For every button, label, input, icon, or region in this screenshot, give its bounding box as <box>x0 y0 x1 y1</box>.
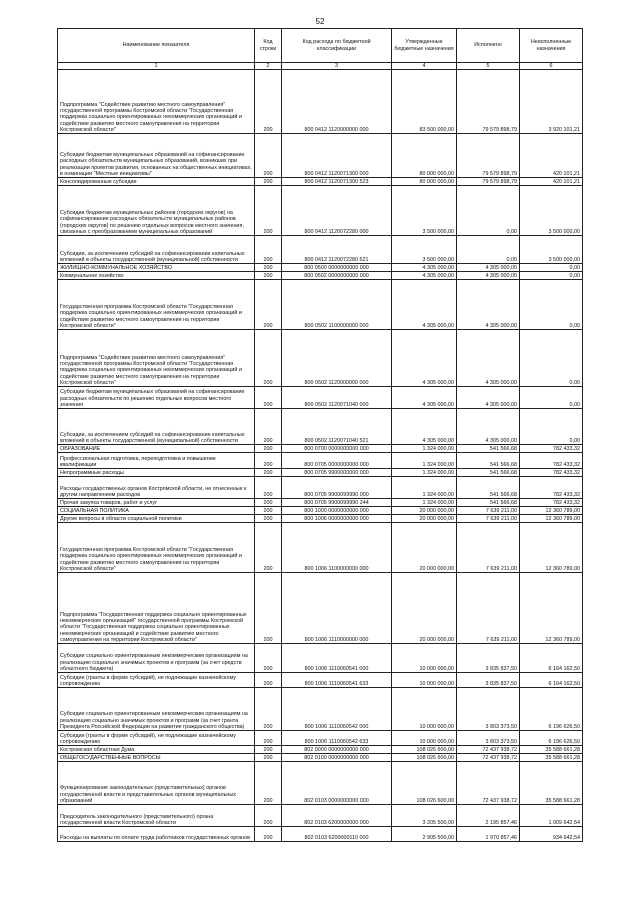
cell-executed: 4 305 000,00 <box>457 272 520 280</box>
cell-line: 200 <box>255 523 282 573</box>
cell-unexecuted: 12 360 789,00 <box>520 515 583 523</box>
cell-name: Государственная программа Костромской области "Государственная поддержка социально ориентированных некоммерческих организаций и содействие развитию местного самоуправления на территории Костромской области" <box>58 523 255 573</box>
cell-code: 800 1006 1110000000 000 <box>282 573 392 644</box>
cell-line: 200 <box>255 644 282 673</box>
cell-unexecuted: 35 588 661,28 <box>520 754 583 762</box>
cell-code: 800 0412 1120072280 000 <box>282 186 392 236</box>
cell-approved: 4 305 000,00 <box>392 272 457 280</box>
cell-executed: 0,00 <box>457 186 520 236</box>
cell-unexecuted: 0,00 <box>520 387 583 409</box>
table-row <box>58 688 583 731</box>
column-index: 4 <box>392 63 457 70</box>
cell-line: 200 <box>255 134 282 178</box>
cell-approved: 83 500 000,00 <box>392 70 457 134</box>
table-row <box>58 330 583 387</box>
cell-approved: 1 324 000,00 <box>392 445 457 453</box>
header-executed: Исполнено <box>457 29 520 63</box>
cell-code: 800 0705 9900099990 244 <box>282 499 392 507</box>
cell-approved: 1 324 000,00 <box>392 469 457 477</box>
cell-line: 200 <box>255 178 282 186</box>
cell-line: 200 <box>255 236 282 264</box>
cell-code: 800 0705 9900099990 000 <box>282 477 392 499</box>
cell-line: 200 <box>255 186 282 236</box>
cell-line: 200 <box>255 272 282 280</box>
cell-unexecuted: 12 360 789,00 <box>520 507 583 515</box>
cell-name: Субсидии (гранты в форме субсидий), не подлежащие казначейскому сопровождению <box>58 731 255 746</box>
cell-line: 200 <box>255 673 282 688</box>
cell-approved: 3 500 000,00 <box>392 186 457 236</box>
table-row <box>58 70 583 134</box>
column-index: 3 <box>282 63 392 70</box>
cell-approved: 4 305 000,00 <box>392 280 457 330</box>
cell-approved: 10 000 000,00 <box>392 644 457 673</box>
cell-line: 200 <box>255 805 282 827</box>
table-row <box>58 477 583 499</box>
cell-unexecuted: 420 101,21 <box>520 178 583 186</box>
cell-unexecuted: 3 500 000,00 <box>520 186 583 236</box>
cell-code: 800 0705 0000000000 000 <box>282 453 392 469</box>
header-name: Наименование показателя <box>58 29 255 63</box>
table-row <box>58 523 583 573</box>
cell-unexecuted: 782 433,32 <box>520 477 583 499</box>
cell-code: 800 0412 1120072280 521 <box>282 236 392 264</box>
cell-line: 200 <box>255 264 282 272</box>
cell-line: 200 <box>255 477 282 499</box>
cell-unexecuted: 12 360 789,00 <box>520 523 583 573</box>
cell-approved: 3 500 000,00 <box>392 236 457 264</box>
table-row <box>58 507 583 515</box>
cell-approved: 10 000 000,00 <box>392 688 457 731</box>
table-row <box>58 236 583 264</box>
cell-code: 800 0502 0000000000 000 <box>282 272 392 280</box>
table-row <box>58 134 583 178</box>
header-approved: Утвержденные бюджетные назначения <box>392 29 457 63</box>
table-row <box>58 280 583 330</box>
cell-executed: 2 195 857,46 <box>457 805 520 827</box>
cell-code: 802 0100 0000000000 000 <box>282 754 392 762</box>
cell-name: Костромская областная Дума <box>58 746 255 754</box>
cell-approved: 20 000 000,00 <box>392 523 457 573</box>
cell-approved: 1 324 000,00 <box>392 477 457 499</box>
cell-executed: 3 803 373,50 <box>457 731 520 746</box>
cell-approved: 108 026 600,00 <box>392 754 457 762</box>
cell-unexecuted: 6 164 162,50 <box>520 673 583 688</box>
cell-name: Субсидии бюджетам муниципальных образований на софинансирование расходных обязательств по решению отдельных вопросов местного значения <box>58 387 255 409</box>
header-unexecuted: Неисполненные назначения <box>520 29 583 63</box>
header-line: Код строки <box>255 29 282 63</box>
cell-unexecuted: 934 642,54 <box>520 827 583 842</box>
cell-executed: 79 579 898,79 <box>457 178 520 186</box>
cell-unexecuted: 1 009 642,54 <box>520 805 583 827</box>
table-row <box>58 264 583 272</box>
cell-approved: 3 205 500,00 <box>392 805 457 827</box>
cell-executed: 3 803 373,50 <box>457 688 520 731</box>
cell-executed: 541 566,68 <box>457 445 520 453</box>
table-row <box>58 186 583 236</box>
table-body <box>58 70 583 842</box>
table-row <box>58 762 583 805</box>
column-index: 5 <box>457 63 520 70</box>
table-row <box>58 827 583 842</box>
cell-executed: 72 437 938,72 <box>457 746 520 754</box>
cell-unexecuted: 420 101,21 <box>520 134 583 178</box>
column-index: 6 <box>520 63 583 70</box>
cell-code: 802 0103 6200000110 000 <box>282 827 392 842</box>
cell-code: 800 1006 1100000000 000 <box>282 523 392 573</box>
cell-approved: 1 324 000,00 <box>392 499 457 507</box>
cell-unexecuted: 0,00 <box>520 272 583 280</box>
cell-unexecuted: 0,00 <box>520 409 583 445</box>
cell-name: Субсидии (гранты в форме субсидий), не подлежащие казначейскому сопровождению <box>58 673 255 688</box>
table-row <box>58 499 583 507</box>
cell-unexecuted: 0,00 <box>520 330 583 387</box>
cell-executed: 3 835 837,50 <box>457 673 520 688</box>
cell-approved: 20 000 000,00 <box>392 507 457 515</box>
expenditure-table <box>57 28 583 842</box>
cell-executed: 4 305 000,00 <box>457 409 520 445</box>
cell-executed: 541 566,68 <box>457 477 520 499</box>
cell-line: 200 <box>255 688 282 731</box>
cell-name: Консолидированные субсидии <box>58 178 255 186</box>
cell-executed: 4 305 000,00 <box>457 330 520 387</box>
page-number: 52 <box>315 17 325 26</box>
cell-name: Профессиональная подготовка, переподготовка и повышение квалификации <box>58 453 255 469</box>
cell-line: 200 <box>255 330 282 387</box>
cell-unexecuted: 0,00 <box>520 280 583 330</box>
cell-approved: 4 305 000,00 <box>392 330 457 387</box>
cell-name: Субсидии бюджетам муниципальных образований на софинансирование расходных обязательств муниципальных образований, возникших при реализации проектов развития, основанных на общественных инициативах, в номинации "Местные инициативы" <box>58 134 255 178</box>
cell-approved: 4 305 000,00 <box>392 387 457 409</box>
cell-code: 800 1006 1110060542 633 <box>282 731 392 746</box>
cell-approved: 80 000 000,00 <box>392 178 457 186</box>
cell-line: 200 <box>255 499 282 507</box>
cell-name: ЖИЛИЩНО-КОММУНАЛЬНОЕ ХОЗЯЙСТВО <box>58 264 255 272</box>
cell-executed: 541 566,68 <box>457 469 520 477</box>
cell-line: 200 <box>255 445 282 453</box>
cell-executed: 4 305 000,00 <box>457 280 520 330</box>
cell-line: 200 <box>255 746 282 754</box>
table-row <box>58 272 583 280</box>
cell-name: Подпрограмма "Государственная поддержка социально ориентированных некоммерческих организаций" государственной программы Костромской области "Государственная поддержка социально ориентированных некоммерческих организаций и содействие развитию местного самоуправления на территории Костромской области" <box>58 573 255 644</box>
cell-name: Подпрограмма "Содействие развитию местного самоуправления" государственной программы Костромской области "Государственная поддержка социально ориентированных некоммерческих организаций и содействие развитию местного самоуправления на территории Костромской области" <box>58 70 255 134</box>
cell-approved: 10 000 000,00 <box>392 731 457 746</box>
cell-name: Коммунальное хозяйство <box>58 272 255 280</box>
table-row <box>58 387 583 409</box>
table-row <box>58 805 583 827</box>
cell-line: 200 <box>255 754 282 762</box>
cell-approved: 10 000 000,00 <box>392 673 457 688</box>
cell-line: 200 <box>255 507 282 515</box>
cell-name: Субсидии, за исключением субсидий на софинансирование капитальных вложений в объекты государственной (муниципальной) собственности <box>58 409 255 445</box>
cell-code: 802 0103 6200000000 000 <box>282 805 392 827</box>
cell-line: 200 <box>255 280 282 330</box>
cell-line: 200 <box>255 762 282 805</box>
header-code: Код расхода по бюджетной классификации <box>282 29 392 63</box>
cell-name: Субсидии социально ориентированным некоммерческим организациям на реализацию социально значимых проектов и программ (за счет средств областного бюджета) <box>58 644 255 673</box>
cell-executed: 7 639 211,00 <box>457 515 520 523</box>
table-row <box>58 445 583 453</box>
cell-name: ОБРАЗОВАНИЕ <box>58 445 255 453</box>
cell-name: Государственная программа Костромской области "Государственная поддержка социально ориентированных некоммерческих организаций и содействие развитию местного самоуправления на территории Костромской области" <box>58 280 255 330</box>
cell-line: 200 <box>255 469 282 477</box>
cell-name: Непрограммные расходы <box>58 469 255 477</box>
cell-name: Расходы на выплаты по оплате труда работников государственных органов <box>58 827 255 842</box>
cell-executed: 7 639 211,00 <box>457 573 520 644</box>
cell-line: 200 <box>255 573 282 644</box>
cell-code: 800 1006 0000000000 000 <box>282 515 392 523</box>
column-index: 2 <box>255 63 282 70</box>
cell-unexecuted: 782 433,32 <box>520 499 583 507</box>
cell-code: 800 0502 1120071040 000 <box>282 387 392 409</box>
cell-executed: 72 437 938,72 <box>457 762 520 805</box>
cell-unexecuted: 35 588 661,28 <box>520 762 583 805</box>
cell-code: 800 1006 1110060541 633 <box>282 673 392 688</box>
cell-code: 800 1000 0000000000 000 <box>282 507 392 515</box>
table-row <box>58 673 583 688</box>
cell-line: 200 <box>255 515 282 523</box>
cell-line: 200 <box>255 827 282 842</box>
cell-executed: 4 305 000,00 <box>457 264 520 272</box>
cell-name: СОЦИАЛЬНАЯ ПОЛИТИКА <box>58 507 255 515</box>
table-row <box>58 469 583 477</box>
cell-approved: 108 026 600,00 <box>392 746 457 754</box>
cell-unexecuted: 782 433,32 <box>520 453 583 469</box>
cell-code: 800 0412 1120071300 000 <box>282 134 392 178</box>
column-index: 1 <box>58 63 255 70</box>
cell-approved: 20 000 000,00 <box>392 573 457 644</box>
cell-code: 800 0502 1100000000 000 <box>282 280 392 330</box>
table-row <box>58 573 583 644</box>
table-row <box>58 409 583 445</box>
table-row <box>58 453 583 469</box>
cell-code: 800 0502 1120071040 521 <box>282 409 392 445</box>
cell-unexecuted: 6 196 626,50 <box>520 688 583 731</box>
cell-approved: 4 305 000,00 <box>392 409 457 445</box>
cell-executed: 7 639 211,00 <box>457 523 520 573</box>
cell-name: Прочая закупка товаров, работ и услуг <box>58 499 255 507</box>
cell-line: 200 <box>255 70 282 134</box>
table-row <box>58 746 583 754</box>
table-row <box>58 754 583 762</box>
cell-code: 802 0000 0000000000 000 <box>282 746 392 754</box>
cell-name: Субсидии, за исключением субсидий на софинансирование капитальных вложений в объекты государственной (муниципальной) собственности <box>58 236 255 264</box>
cell-executed: 541 566,68 <box>457 499 520 507</box>
cell-unexecuted: 3 500 000,00 <box>520 236 583 264</box>
column-index-row <box>58 63 583 70</box>
cell-line: 200 <box>255 387 282 409</box>
cell-approved: 2 905 500,00 <box>392 827 457 842</box>
cell-name: ОБЩЕГОСУДАРСТВЕННЫЕ ВОПРОСЫ <box>58 754 255 762</box>
cell-code: 800 0412 1120000000 000 <box>282 70 392 134</box>
cell-code: 800 0705 9900000000 000 <box>282 469 392 477</box>
cell-approved: 1 324 000,00 <box>392 453 457 469</box>
cell-unexecuted: 35 588 661,28 <box>520 746 583 754</box>
cell-approved: 4 305 000,00 <box>392 264 457 272</box>
cell-name: Председатель законодательного (представительного) органа государственной власти Костромской области <box>58 805 255 827</box>
cell-unexecuted: 6 196 626,50 <box>520 731 583 746</box>
cell-unexecuted: 782 433,32 <box>520 469 583 477</box>
cell-executed: 1 970 857,46 <box>457 827 520 842</box>
cell-unexecuted: 0,00 <box>520 264 583 272</box>
table-row <box>58 178 583 186</box>
cell-approved: 80 000 000,00 <box>392 134 457 178</box>
cell-executed: 3 835 837,50 <box>457 644 520 673</box>
cell-code: 800 1006 1110060541 000 <box>282 644 392 673</box>
cell-name: Субсидии бюджетам муниципальных районов (городских округов) на софинансирование расходных обязательств муниципальных районов (городских округов) по решению отдельных вопросов местного значения, связанных с преобразованием муниципальных образований <box>58 186 255 236</box>
cell-executed: 79 579 898,79 <box>457 70 520 134</box>
cell-name: Другие вопросы в области социальной политики <box>58 515 255 523</box>
cell-line: 200 <box>255 453 282 469</box>
cell-code: 800 0500 0000000000 000 <box>282 264 392 272</box>
cell-code: 800 0700 0000000000 000 <box>282 445 392 453</box>
cell-executed: 0,00 <box>457 236 520 264</box>
table-row <box>58 731 583 746</box>
cell-line: 200 <box>255 731 282 746</box>
table-header-row <box>58 29 583 63</box>
cell-code: 800 0412 1120071300 523 <box>282 178 392 186</box>
cell-executed: 4 305 000,00 <box>457 387 520 409</box>
cell-executed: 79 579 898,79 <box>457 134 520 178</box>
cell-unexecuted: 12 360 789,00 <box>520 573 583 644</box>
table-row <box>58 644 583 673</box>
cell-approved: 20 000 000,00 <box>392 515 457 523</box>
cell-line: 200 <box>255 409 282 445</box>
cell-unexecuted: 3 920 101,21 <box>520 70 583 134</box>
cell-executed: 541 566,68 <box>457 453 520 469</box>
cell-name: Расходы государственных органов Костромской области, не отнесенные к другим направлениям расходов <box>58 477 255 499</box>
cell-name: Функционирование законодательных (представительных) органов государственной власти и представительных органов муниципальных образований <box>58 762 255 805</box>
cell-code: 800 1006 1110060542 000 <box>282 688 392 731</box>
cell-code: 800 0502 1120000000 000 <box>282 330 392 387</box>
cell-approved: 108 026 600,00 <box>392 762 457 805</box>
cell-unexecuted: 6 164 162,50 <box>520 644 583 673</box>
cell-executed: 72 437 938,72 <box>457 754 520 762</box>
cell-code: 802 0103 0000000000 000 <box>282 762 392 805</box>
table-row <box>58 515 583 523</box>
cell-executed: 7 639 211,00 <box>457 507 520 515</box>
cell-name: Субсидии социально ориентированным некоммерческим организациям на реализацию социально значимых проектов и программ (за счет гранта Президента Российской Федерации на развитие гражданского общества) <box>58 688 255 731</box>
cell-unexecuted: 782 433,32 <box>520 445 583 453</box>
cell-name: Подпрограмма "Содействие развитию местного самоуправления" государственной программы Костромской области "Государственная поддержка социально ориентированных некоммерческих организаций и содействие развитию местного самоуправления на территории Костромской области" <box>58 330 255 387</box>
